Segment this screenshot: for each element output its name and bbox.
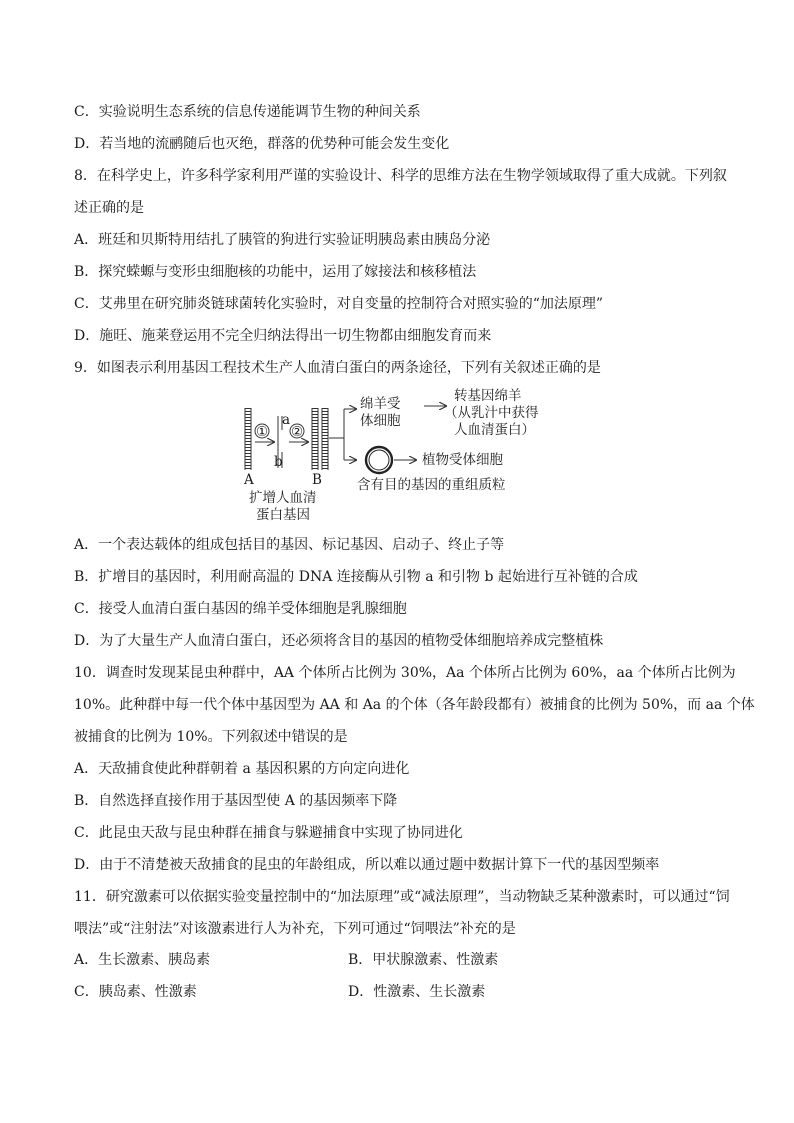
q11-stem-line-1: 11．研究激素可以依据实验变量控制中的“加法原理”或“减法原理”，当动物缺乏某种激素时，可以通过“饲: [74, 889, 730, 905]
plasmid-label: 含有目的基因的重组质粒: [357, 477, 506, 493]
plant-cell-label: 植物受体细胞: [422, 452, 503, 468]
q11-option-d: D．性激素、生长激素: [348, 984, 486, 1000]
label-b: B: [312, 472, 322, 488]
q11-option-b: B．甲状腺激素、性激素: [348, 952, 499, 968]
q9-option-a: A．一个表达载体的组成包括目的基因、标记基因、启动子、终止子等: [74, 537, 505, 553]
q8-option-d: D．施旺、施莱登运用不完全归纳法得出一切生物都由细胞发育而来: [74, 328, 492, 344]
q9-stem: 9．如图表示利用基因工程技术生产人血清白蛋白的两条途径，下列有关叙述正确的是: [74, 360, 601, 376]
q8-stem-line-1: 8．在科学史上，许多科学家利用严谨的实验设计、科学的思维方法在生物学领域取得了重大成就。下列叙: [74, 168, 727, 184]
q8-option-b: B．探究蝾螈与变形虫细胞核的功能中，运用了嫁接法和核移植法: [74, 264, 477, 280]
transgenic-sheep-line-2: （从乳汁中获得: [444, 405, 539, 421]
q7-option-c: C．实验说明生态系统的信息传递能调节生物的种间关系: [74, 104, 421, 120]
q10-option-d: D．由于不清楚被天敌捕食的昆虫的年龄组成，所以难以通过题中数据计算下一代的基因型频率: [74, 857, 660, 873]
step-1-arrow: [255, 424, 274, 442]
sheep-cell-line-1: 绵羊受: [360, 396, 401, 412]
label-a: A: [244, 472, 254, 488]
step-1-label: ①: [256, 424, 269, 440]
q9-option-c: C．接受人血清白蛋白基因的绵羊受体细胞是乳腺细胞: [74, 601, 407, 617]
q11-option-c: C．胰岛素、性激素: [74, 984, 197, 1000]
q10-option-a: A．天敌捕食使此种群朝着 a 基因积累的方向定向进化: [74, 761, 410, 777]
step-2-arrow: [289, 424, 308, 442]
dna-strand-b: [312, 408, 328, 470]
q10-option-c: C．此昆虫天敌与昆虫种群在捕食与躲避捕食中实现了协同进化: [74, 825, 463, 841]
q8-stem-line-2: 述正确的是: [74, 200, 144, 216]
transgenic-sheep-line-1: 转基因绵羊: [454, 388, 522, 404]
q10-stem-line-2: 10%。此种群中每一代个体中基因型为 AA 和 Aa 的个体（各年龄段都有）被捕食的比例为 50%，而 aa 个体: [74, 697, 755, 713]
q10-stem-line-1: 10．调查时发现某昆虫种群中，AA 个体所占比例为 30%，Aa 个体所占比例为 60%，aa 个体所占比例为: [74, 665, 736, 681]
primers: [274, 412, 290, 470]
q8-option-a: A．班廷和贝斯特用结扎了胰管的狗进行实验证明胰岛素由胰岛分泌: [74, 232, 491, 248]
primer-b-label: b: [274, 454, 283, 470]
caption-line-2: 蛋白基因: [256, 507, 310, 523]
caption-line-1: 扩增人血清: [249, 490, 317, 506]
q11-option-a: A．生长激素、胰岛素: [74, 952, 211, 968]
q7-option-d: D．若当地的流鹂随后也灭绝，群落的优势种可能会发生变化: [74, 136, 450, 152]
q10-option-b: B．自然选择直接作用于基因型使 A 的基因频率下降: [74, 793, 398, 809]
q9-option-d: D．为了大量生产人血清白蛋白，还必须将含目的基因的植物受体细胞培养成完整植株: [74, 633, 604, 649]
q10-stem-line-3: 被捕食的比例为 10%。下列叙述中错误的是: [74, 729, 348, 745]
q9-option-b: B．扩增目的基因时，利用耐高温的 DNA 连接酶从引物 a 和引物 b 起始进行互补链的合成: [74, 569, 638, 585]
gene-engineering-diagram: [236, 386, 566, 526]
q8-option-c: C．艾弗里在研究肺炎链球菌转化实验时，对自变量的控制符合对照实验的“加法原理”: [74, 296, 604, 312]
sheep-cell-line-2: 体细胞: [360, 413, 401, 429]
q11-stem-line-2: 喂法”或“注射法”对该激素进行人为补充，下列可通过“饲喂法”补充的是: [74, 921, 516, 937]
primer-a-label: a: [282, 412, 291, 428]
branch-arrows: [329, 409, 356, 460]
transgenic-sheep-line-3: 人血清蛋白）: [454, 422, 535, 438]
recombinant-plasmid-icon: [366, 447, 392, 473]
step-2-label: ②: [291, 424, 304, 440]
dna-strand-a: [245, 408, 251, 470]
